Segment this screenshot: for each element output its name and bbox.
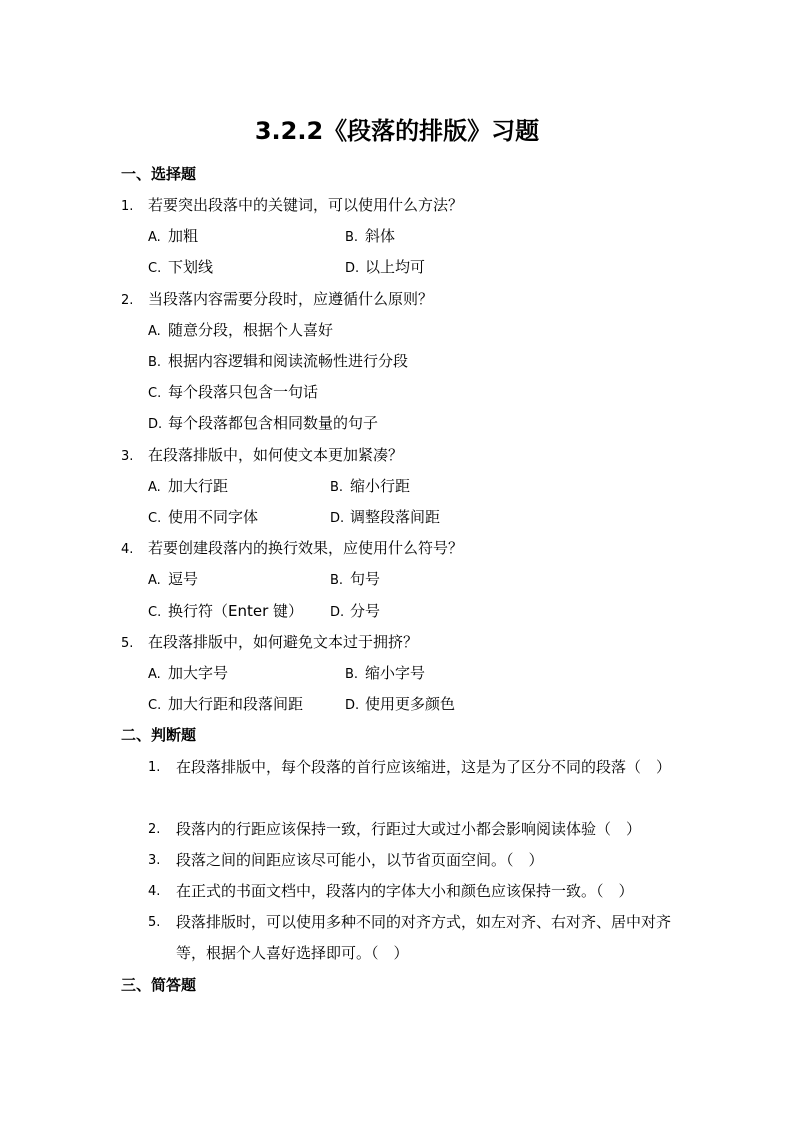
question-number: 5. — [121, 636, 134, 651]
option-text: 句号 — [350, 570, 381, 588]
option-text: 每个段落都包含相同数量的句子 — [168, 414, 379, 432]
option-b — [345, 662, 425, 686]
choice-question-3 — [121, 444, 403, 468]
option-c — [148, 506, 258, 530]
option-text: 加大行距 — [168, 477, 229, 495]
question-text: 在段落排版中，如何使文本更加紧凑？ — [148, 446, 404, 464]
option-a — [148, 475, 228, 499]
option-letter: C. — [148, 605, 162, 620]
option-text: 使用不同字体 — [168, 508, 259, 526]
option-letter: B. — [345, 230, 359, 245]
choice-question-4 — [121, 537, 463, 561]
option-letter: C. — [148, 511, 162, 526]
question-text: 在段落排版中，如何避免文本过于拥挤？ — [148, 633, 419, 651]
option-letter: A. — [148, 480, 161, 495]
option-text: 逗号 — [168, 570, 199, 588]
option-letter: D. — [148, 417, 163, 432]
option-c — [148, 381, 318, 405]
question-text: 段落之间的间距应该尽可能小，以节省页面空间。（ ） — [176, 851, 544, 869]
question-text: 段落内的行距应该保持一致，行距过大或过小都会影响阅读体验（ ） — [176, 820, 642, 838]
section-heading-judgment: 二、判断题 — [121, 726, 197, 744]
question-number: 1. — [148, 760, 161, 775]
option-text: 换行符（Enter 键） — [168, 602, 304, 620]
option-letter: D. — [330, 511, 345, 526]
option-letter: B. — [345, 667, 359, 682]
document-title: 3.2.2《段落的排版》习题 — [254, 117, 540, 145]
option-text: 每个段落只包含一句话 — [168, 383, 319, 401]
judgment-question-1 — [148, 752, 688, 783]
option-text: 下划线 — [168, 258, 214, 276]
option-a — [148, 225, 198, 249]
judgment-question-2 — [148, 814, 688, 845]
question-text: 若要突出段落中的关键词，可以使用什么方法？ — [148, 196, 464, 214]
option-text: 加大字号 — [168, 664, 229, 682]
question-number: 4. — [148, 884, 161, 899]
choice-question-5 — [121, 631, 418, 655]
option-a — [148, 568, 198, 592]
option-letter: B. — [330, 480, 344, 495]
option-text: 根据内容逻辑和阅读流畅性进行分段 — [168, 352, 409, 370]
choice-question-1 — [121, 194, 463, 218]
option-text: 缩小字号 — [365, 664, 426, 682]
option-letter: B. — [148, 355, 162, 370]
judgment-question-5 — [148, 907, 688, 969]
option-letter: A. — [148, 667, 161, 682]
option-letter: D. — [330, 605, 345, 620]
option-b — [330, 475, 410, 499]
question-number: 1. — [121, 199, 134, 214]
option-b — [330, 568, 380, 592]
judgment-question-4 — [148, 876, 688, 907]
option-text: 以上均可 — [365, 258, 426, 276]
option-letter: B. — [330, 573, 344, 588]
option-c — [148, 693, 303, 717]
section-heading-short-answer: 三、简答题 — [121, 976, 197, 994]
option-d — [330, 600, 380, 624]
question-number: 3. — [148, 853, 161, 868]
option-text: 分号 — [350, 602, 381, 620]
option-letter: C. — [148, 386, 162, 401]
option-d — [330, 506, 440, 530]
option-text: 加大行距和段落间距 — [168, 695, 304, 713]
option-d — [148, 412, 378, 436]
question-number: 3. — [121, 449, 134, 464]
question-number: 5. — [148, 915, 161, 930]
question-number: 2. — [148, 822, 161, 837]
option-text: 加粗 — [168, 227, 199, 245]
option-b — [148, 350, 408, 374]
option-letter: A. — [148, 230, 161, 245]
option-c — [148, 600, 303, 624]
option-letter: C. — [148, 261, 162, 276]
option-letter: A. — [148, 324, 161, 339]
question-text: 若要创建段落内的换行效果，应使用什么符号？ — [148, 539, 464, 557]
option-d — [345, 693, 455, 717]
question-text: 在正式的书面文档中，段落内的字体大小和颜色应该保持一致。（ ） — [176, 882, 634, 900]
option-d — [345, 256, 425, 280]
option-text: 调整段落间距 — [350, 508, 441, 526]
question-text: 当段落内容需要分段时，应遵循什么原则？ — [148, 290, 434, 308]
section-heading-choice: 一、选择题 — [121, 165, 197, 183]
question-number: 2. — [121, 293, 134, 308]
question-text: 在段落排版中，每个段落的首行应该缩进，这是为了区分不同的段落（ ） — [176, 758, 672, 776]
question-text: 段落排版时，可以使用多种不同的对齐方式，如左对齐、右对齐、居中对齐等，根据个人喜好选择即可。（ ） — [176, 913, 672, 962]
option-a — [148, 319, 333, 343]
judgment-question-3 — [148, 845, 688, 876]
option-text: 斜体 — [365, 227, 396, 245]
option-text: 随意分段，根据个人喜好 — [168, 321, 334, 339]
option-letter: D. — [345, 698, 360, 713]
option-b — [345, 225, 395, 249]
option-a — [148, 662, 228, 686]
option-letter: D. — [345, 261, 360, 276]
option-c — [148, 256, 213, 280]
question-number: 4. — [121, 542, 134, 557]
choice-question-2 — [121, 288, 433, 312]
option-text: 缩小行距 — [350, 477, 411, 495]
option-letter: A. — [148, 573, 161, 588]
option-text: 使用更多颜色 — [365, 695, 456, 713]
option-letter: C. — [148, 698, 162, 713]
